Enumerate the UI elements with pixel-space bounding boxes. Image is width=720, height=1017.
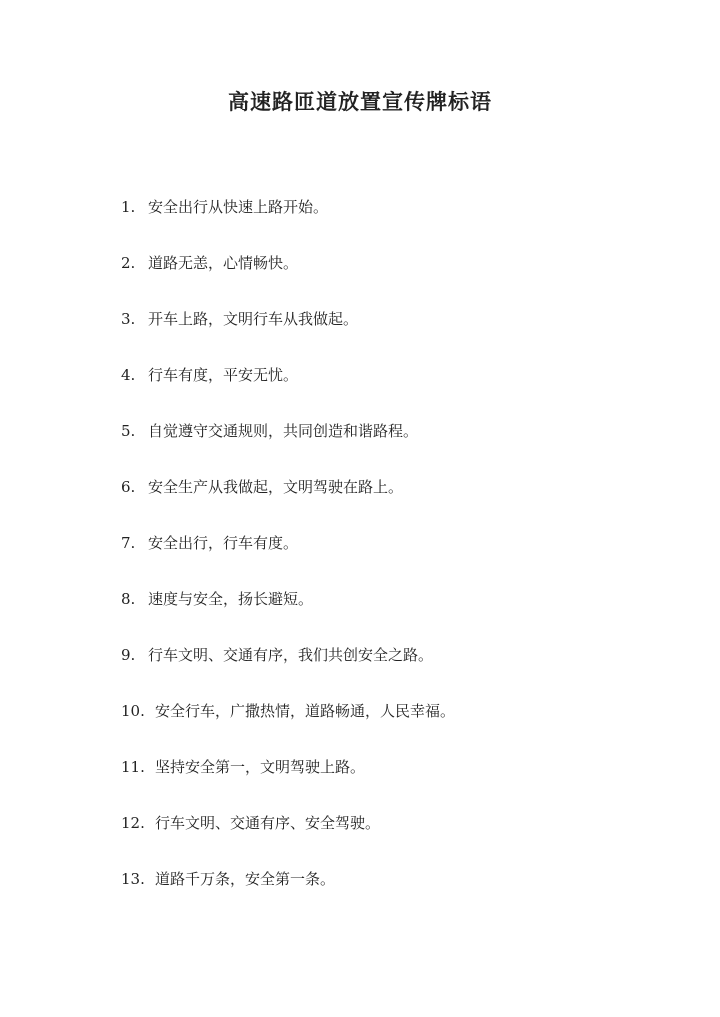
- item-number: 8.: [121, 590, 136, 608]
- document-title: 高速路匝道放置宣传牌标语: [228, 89, 492, 114]
- item-number: 3.: [121, 310, 136, 328]
- item-text: 行车有度，平安无忧。: [148, 366, 299, 384]
- item-text: 道路无恙，心情畅快。: [148, 254, 299, 272]
- item-text: 安全生产从我做起，文明驾驶在路上。: [148, 478, 404, 496]
- list-item: [121, 756, 681, 812]
- item-number: 4.: [121, 366, 136, 384]
- list-item: [121, 252, 681, 308]
- item-text: 安全出行从快速上路开始。: [148, 198, 329, 216]
- item-text: 开车上路，文明行车从我做起。: [148, 310, 359, 328]
- item-number: 10.: [121, 702, 145, 720]
- item-number: 9.: [121, 646, 136, 664]
- item-number: 7.: [121, 534, 136, 552]
- item-number: 12.: [121, 814, 145, 832]
- list-item: [121, 476, 681, 532]
- list-item: [121, 196, 681, 252]
- list-item: [121, 364, 681, 420]
- item-text: 行车文明、交通有序，我们共创安全之路。: [148, 646, 434, 664]
- list-item: [121, 420, 681, 476]
- list-item: [121, 868, 681, 924]
- list-item: [121, 644, 681, 700]
- item-number: 6.: [121, 478, 136, 496]
- item-number: 2.: [121, 254, 136, 272]
- list-item: [121, 812, 681, 868]
- item-number: 11.: [121, 758, 145, 776]
- item-number: 1.: [121, 198, 136, 216]
- item-text: 安全出行，行车有度。: [148, 534, 299, 552]
- item-text: 坚持安全第一，文明驾驶上路。: [155, 758, 366, 776]
- list-item: [121, 588, 681, 644]
- item-text: 自觉遵守交通规则，共同创造和谐路程。: [148, 422, 419, 440]
- list-item: [121, 532, 681, 588]
- item-text: 速度与安全，扬长避短。: [148, 590, 314, 608]
- item-number: 5.: [121, 422, 136, 440]
- slogan-list: [121, 196, 681, 924]
- list-item: [121, 308, 681, 364]
- item-text: 道路千万条，安全第一条。: [155, 870, 336, 888]
- item-text: 安全行车，广撒热情，道路畅通，人民幸福。: [155, 702, 456, 720]
- item-text: 行车文明、交通有序、安全驾驶。: [155, 814, 381, 832]
- item-number: 13.: [121, 870, 145, 888]
- list-item: [121, 700, 681, 756]
